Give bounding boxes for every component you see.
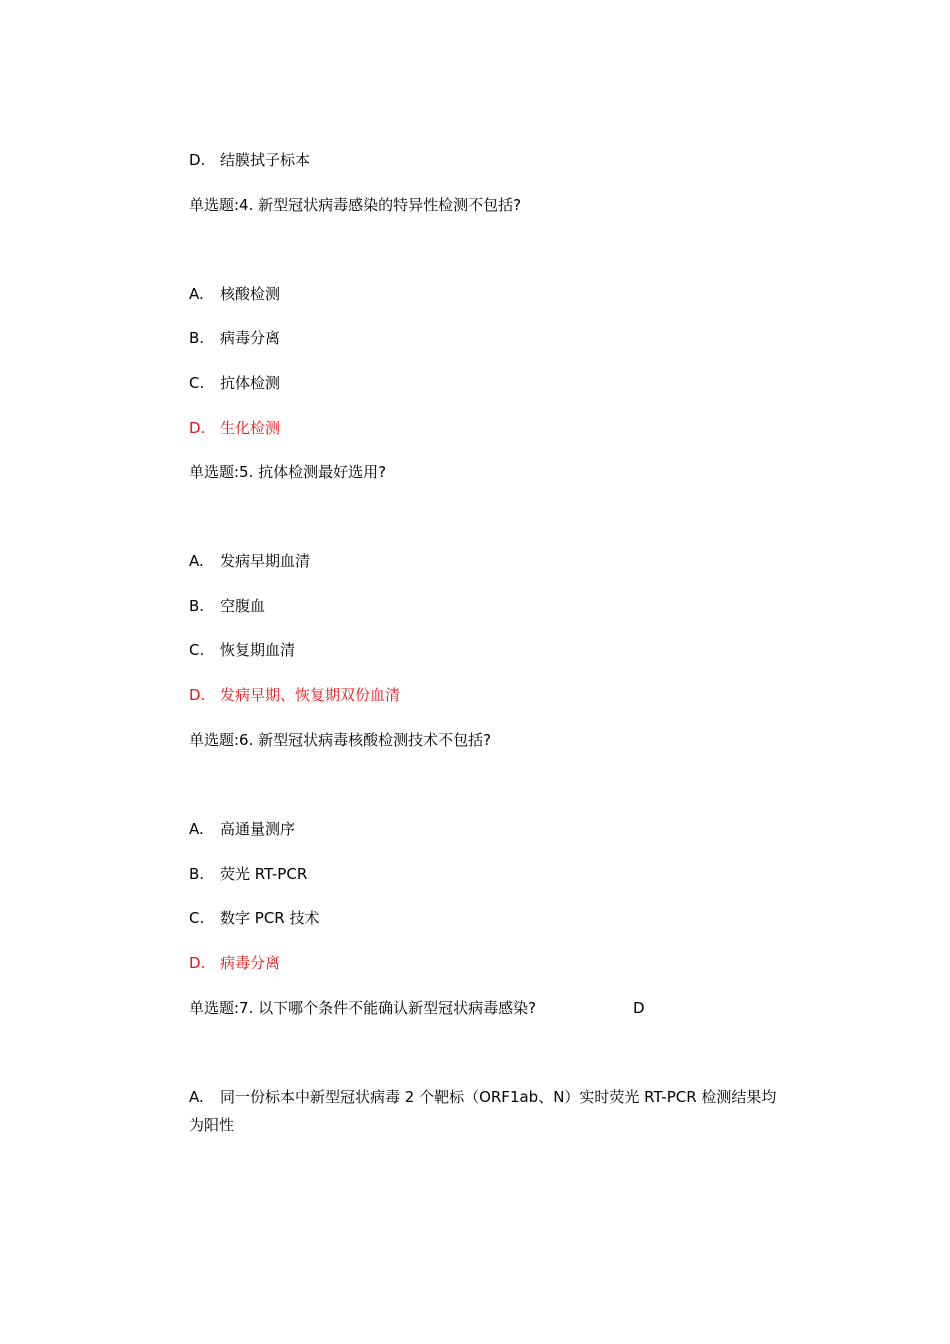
option-q6-c: [189, 908, 319, 928]
option-q4-c: [189, 373, 280, 393]
option-text: 高通量测序: [220, 820, 296, 838]
option-q5-a: [189, 551, 310, 571]
option-letter: D.: [189, 151, 206, 169]
option-q6-b: [189, 864, 307, 884]
option-text: 病毒分离: [220, 329, 281, 347]
option-text: 病毒分离: [220, 954, 281, 972]
option-q4-a: [189, 284, 280, 304]
question-stem-q4: 单选题:4. 新型冠状病毒感染的特异性检测不包括?: [189, 196, 522, 214]
option-letter: A.: [189, 1088, 204, 1106]
option-q4-b: [189, 328, 280, 348]
option-text: 数字 PCR 技术: [220, 909, 320, 927]
answer-marker-q7: D: [633, 999, 645, 1017]
option-q5-c: [189, 640, 295, 660]
option-q4-d-correct: [189, 418, 280, 438]
option-text: 发病早期、恢复期双份血清: [220, 686, 401, 704]
option-letter: B.: [189, 597, 205, 615]
question-stem-q5: 单选题:5. 抗体检测最好选用?: [189, 463, 387, 481]
option-letter: D.: [189, 686, 206, 704]
option-letter: C.: [189, 641, 205, 659]
option-text: 核酸检测: [220, 285, 281, 303]
option-text: 恢复期血清: [220, 641, 296, 659]
option-q5-d-correct: [189, 685, 400, 705]
option-letter: C.: [189, 374, 205, 392]
option-letter: A.: [189, 820, 204, 838]
option-letter: B.: [189, 329, 205, 347]
option-text: 发病早期血清: [220, 552, 311, 570]
option-text: 荧光 RT-PCR: [220, 865, 308, 883]
question-stem-q7: 单选题:7. 以下哪个条件不能确认新型冠状病毒感染?: [189, 999, 537, 1017]
option-q3-d: [189, 150, 310, 170]
option-text: 生化检测: [220, 419, 281, 437]
option-q6-a: [189, 819, 295, 839]
option-text: 空腹血: [220, 597, 266, 615]
option-letter: C.: [189, 909, 205, 927]
option-letter: A.: [189, 285, 204, 303]
option-q6-d-correct: [189, 953, 280, 973]
option-text: 抗体检测: [220, 374, 281, 392]
option-text: 结膜拭子标本: [220, 151, 311, 169]
option-letter: D.: [189, 419, 206, 437]
option-q7-a: [189, 1083, 779, 1139]
option-letter: A.: [189, 552, 204, 570]
option-q5-b: [189, 596, 265, 616]
question-stem-q6: 单选题:6. 新型冠状病毒核酸检测技术不包括?: [189, 731, 492, 749]
option-letter: D.: [189, 954, 206, 972]
option-text: 同一份标本中新型冠状病毒 2 个靶标（ORF1ab、N）实时荧光 RT-PCR 检测结果均为阳性: [189, 1088, 777, 1134]
option-letter: B.: [189, 865, 205, 883]
